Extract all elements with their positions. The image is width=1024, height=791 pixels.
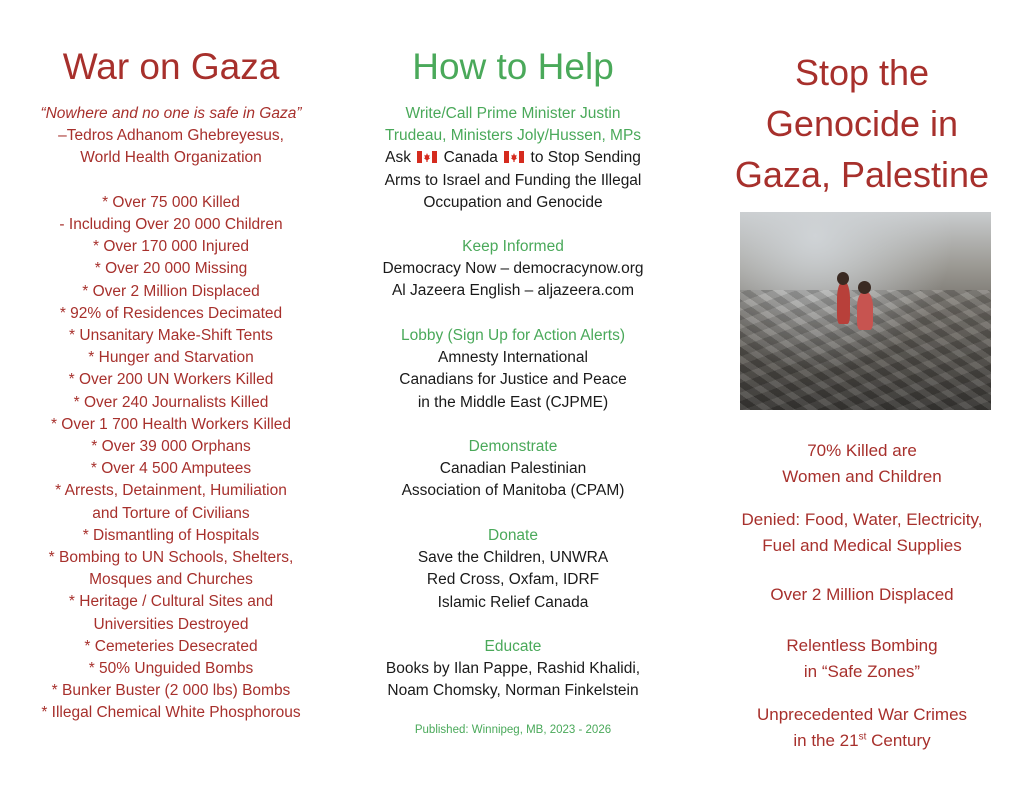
war-on-gaza-list-item: * Dismantling of Hospitals <box>82 526 260 544</box>
war-on-gaza-list-item: * Over 170 000 Injured <box>93 238 249 256</box>
war-on-gaza-list-item: * 92% of Residences Decimated <box>59 304 283 322</box>
war-on-gaza-list-item: * Hunger and Starvation <box>88 349 254 367</box>
gaza-rubble-children-photo <box>740 212 991 410</box>
keep-informed-section <box>342 236 684 303</box>
war-on-gaza-list-item: * 50% Unguided Bombs <box>88 660 254 678</box>
war-on-gaza-list-item: * Over 4 500 Amputees <box>90 460 252 478</box>
section-line: Amnesty International <box>438 349 588 367</box>
section-line: Books by Ilan Pappe, Rashid Khalidi, <box>385 660 641 678</box>
fact-block: Denied: Food, Water, Electricity, Fuel and Medical Supplies <box>741 510 983 555</box>
war-on-gaza-list-item: and Torture of Civilians <box>92 504 250 522</box>
fact-block: Relentless Bombing in “Safe Zones” <box>786 636 938 681</box>
section-line: Al Jazeera English – aljazeera.com <box>391 282 635 300</box>
war-on-gaza-list-item: * Cemeteries Desecrated <box>84 637 258 655</box>
war-on-gaza-list-item: * Over 200 UN Workers Killed <box>68 371 274 389</box>
war-on-gaza-list-item: * Over 39 000 Orphans <box>91 438 251 456</box>
stop-genocide-title: Stop the Genocide in Gaza, Palestine <box>734 52 990 195</box>
war-on-gaza-list-item: * Over 2 Million Displaced <box>82 282 260 300</box>
demonstrate-section <box>342 436 684 503</box>
published-note: Published: Winnipeg, MB, 2023 - 2026 <box>414 724 612 736</box>
educate-section <box>342 636 684 703</box>
war-on-gaza-list-item: * Over 1 700 Health Workers Killed <box>50 415 292 433</box>
war-on-gaza-list-item: * Over 75 000 Killed <box>102 193 240 211</box>
section-line: Association of Manitoba (CPAM) <box>401 482 625 500</box>
war-on-gaza-title: War on Gaza <box>62 46 280 87</box>
war-on-gaza-list-item: * Unsanitary Make-Shift Tents <box>69 327 273 345</box>
fact-block: 70% Killed are Women and Children <box>782 441 942 486</box>
who-quote: “Nowhere and no one is safe in Gaza” <box>40 105 302 122</box>
section-line: Save the Children, UNWRA <box>417 549 609 567</box>
section-line: Red Cross, Oxfam, IDRF <box>426 571 600 589</box>
section-line: Democracy Now – democracynow.org <box>382 260 644 278</box>
war-on-gaza-list-item: Universities Destroyed <box>93 615 249 633</box>
write-call-section <box>342 103 684 214</box>
lobby-section <box>342 325 684 414</box>
war-on-gaza-list <box>0 103 342 725</box>
war-on-gaza-list-item: - Including Over 20 000 Children <box>59 216 283 233</box>
section-line: Islamic Relief Canada <box>437 593 589 611</box>
ask-canada-line: Ask Canada to Stop Sending <box>385 149 641 167</box>
quote-attribution-line: World Health Organization <box>80 149 262 167</box>
war-on-gaza-list-item: * Heritage / Cultural Sites and <box>68 593 274 611</box>
write-call-heading: Trudeau, Ministers Joly/Hussen, MPs <box>384 127 642 145</box>
war-on-gaza-list-item: * Bombing to UN Schools, Shelters, <box>48 549 294 567</box>
war-on-gaza-list-item: * Over 240 Journalists Killed <box>73 393 269 411</box>
donate-section <box>342 525 684 614</box>
fact-block-war-crimes: Unprecedented War Crimes in the 21st Century <box>756 705 968 750</box>
section-line: Canadians for Justice and Peace <box>399 371 627 389</box>
how-to-help-title: How to Help <box>412 46 614 87</box>
war-on-gaza-list-item: * Arrests, Detainment, Humiliation <box>55 482 287 500</box>
section-line: in the Middle East (CJPME) <box>417 393 609 411</box>
write-call-body: Occupation and Genocide <box>423 193 603 211</box>
fact-block: Over 2 Million Displaced <box>770 585 954 604</box>
section-line: Canadian Palestinian <box>439 460 587 478</box>
section-heading: Lobby (Sign Up for Action Alerts) <box>400 327 625 344</box>
war-on-gaza-list-item: * Illegal Chemical White Phosphorous <box>41 704 301 722</box>
war-on-gaza-list-item: * Over 20 000 Missing <box>94 260 248 278</box>
section-heading: Educate <box>484 638 542 655</box>
write-call-heading: Write/Call Prime Minister Justin <box>405 105 621 122</box>
section-heading: Donate <box>488 527 538 544</box>
canada-flag-icon <box>504 151 524 163</box>
canada-flag-icon <box>417 151 437 163</box>
section-heading: Demonstrate <box>468 438 558 455</box>
war-on-gaza-list-item: * Bunker Buster (2 000 lbs) Bombs <box>51 682 291 700</box>
section-line: Noam Chomsky, Norman Finkelstein <box>387 682 639 700</box>
section-heading: Keep Informed <box>462 238 564 255</box>
write-call-body: Arms to Israel and Funding the Illegal <box>384 171 642 189</box>
war-on-gaza-list-item: Mosques and Churches <box>89 571 253 589</box>
quote-attribution-line: –Tedros Adhanom Ghebreyesus, <box>58 127 284 145</box>
